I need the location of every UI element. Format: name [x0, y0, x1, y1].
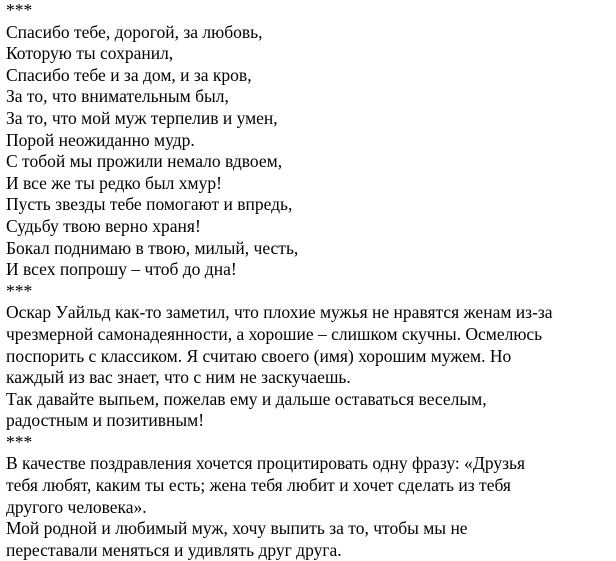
text-line: поспорить с классиком. Я считаю своего (имя) хорошим мужем. Но [6, 345, 512, 366]
poem [6, 22, 610, 281]
poem-line: Спасибо тебе и за дом, и за кров, [6, 64, 252, 85]
poem-line: И все же ты редко был хмур! [6, 172, 222, 193]
poem-line: Судьбу твою верно храня! [6, 215, 201, 236]
text-line: тебя любят, каким ты есть; жена тебя любит и хочет сделать из тебя [6, 475, 511, 496]
section-separator: *** [6, 0, 33, 20]
document-body [6, 0, 610, 561]
text-line: чрезмерной самонадеянности, а хорошие – слишком скучны. Осмелюсь [6, 323, 543, 344]
text-line: радостным и позитивным! [6, 410, 205, 431]
text-line: переставали меняться и удивлять друг друга. [6, 539, 342, 560]
section-separator: *** [6, 280, 33, 301]
poem-line: Пусть звезды тебе помогают и впредь, [6, 194, 293, 215]
poem-line: Спасибо тебе, дорогой, за любовь, [6, 21, 263, 42]
poem-line: С тобой мы прожили немало вдвоем, [6, 151, 283, 172]
toast-paragraph [6, 302, 610, 432]
toast-paragraph [6, 453, 610, 561]
poem-line: Которую ты сохранил, [6, 43, 174, 64]
poem-line: За то, что внимательным был, [6, 86, 229, 107]
section-separator: *** [6, 431, 33, 452]
text-line: каждый из вас знает, что с ним не заскучаешь. [6, 367, 351, 388]
poem-line: И всех попрошу – чтоб до дна! [6, 259, 237, 280]
poem-line: Бокал поднимаю в твою, милый, честь, [6, 237, 299, 258]
text-line: Мой родной и любимый муж, хочу выпить за то, чтобы мы не [6, 518, 468, 539]
text-line: другого человека». [6, 496, 147, 517]
text-line: В качестве поздравления хочется процитировать одну фразу: «Друзья [6, 453, 526, 474]
poem-line: Порой неожиданно мудр. [6, 129, 195, 150]
text-line: Оскар Уайльд как-то заметил, что плохие мужья не нравятся женам из-за [6, 302, 553, 323]
text-line: Так давайте выпьем, пожелав ему и дальше оставаться веселым, [6, 388, 487, 409]
poem-line: За то, что мой муж терпелив и умен, [6, 107, 278, 128]
